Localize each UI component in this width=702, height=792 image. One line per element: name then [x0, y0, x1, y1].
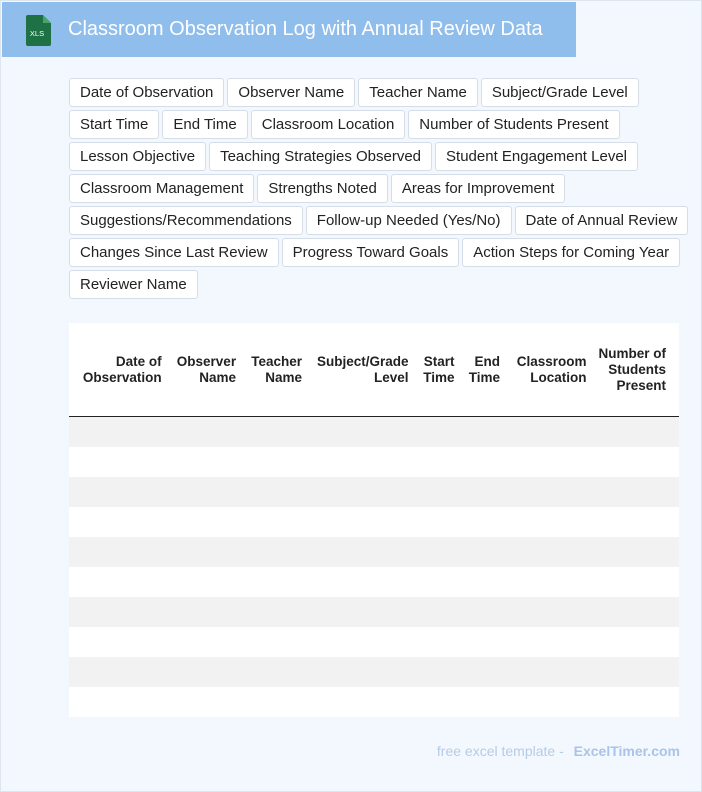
table-cell[interactable] [460, 507, 506, 537]
table-cell[interactable] [242, 597, 308, 627]
table-cell[interactable] [592, 417, 679, 447]
table-cell[interactable] [460, 537, 506, 567]
column-header: Subject/Grade Level [308, 323, 415, 417]
footer-brand-link[interactable]: ExcelTimer.com [573, 743, 680, 759]
table-cell[interactable] [415, 537, 461, 567]
field-chip: Areas for Improvement [391, 174, 566, 203]
table-cell[interactable] [308, 537, 415, 567]
table-cell[interactable] [415, 507, 461, 537]
table-cell[interactable] [460, 447, 506, 477]
table-cell[interactable] [506, 417, 592, 447]
table-cell[interactable] [415, 687, 461, 717]
table-cell[interactable] [308, 477, 415, 507]
field-chip: Strengths Noted [257, 174, 387, 203]
table-cell[interactable] [506, 567, 592, 597]
column-header: Date of Observation [69, 323, 168, 417]
table-cell[interactable] [415, 597, 461, 627]
table-cell[interactable] [415, 657, 461, 687]
log-table [69, 323, 679, 717]
field-chip: Subject/Grade Level [481, 78, 639, 107]
table-cell[interactable] [506, 597, 592, 627]
table-cell[interactable] [69, 447, 168, 477]
table-cell[interactable] [242, 567, 308, 597]
footer-prefix: free excel template - [436, 743, 564, 759]
table-cell[interactable] [460, 417, 506, 447]
table-cell[interactable] [460, 687, 506, 717]
table-cell[interactable] [242, 627, 308, 657]
table-cell[interactable] [415, 417, 461, 447]
table-cell[interactable] [308, 687, 415, 717]
table-row [69, 687, 679, 717]
xls-icon-label: XLS [29, 29, 45, 38]
table-cell[interactable] [168, 687, 242, 717]
table-cell[interactable] [308, 567, 415, 597]
table-cell[interactable] [592, 477, 679, 507]
table-cell[interactable] [415, 477, 461, 507]
table-cell[interactable] [592, 597, 679, 627]
table-row [69, 657, 679, 687]
table-row [69, 507, 679, 537]
field-chip: Start Time [69, 110, 159, 139]
table-cell[interactable] [415, 627, 461, 657]
table-row [69, 567, 679, 597]
table-cell[interactable] [168, 567, 242, 597]
table-cell[interactable] [460, 567, 506, 597]
table-cell[interactable] [308, 627, 415, 657]
field-list [69, 78, 689, 299]
table-cell[interactable] [242, 447, 308, 477]
table-header-row [69, 323, 679, 417]
table-cell[interactable] [308, 447, 415, 477]
table-cell[interactable] [69, 567, 168, 597]
table-cell[interactable] [592, 537, 679, 567]
table-cell[interactable] [168, 507, 242, 537]
page-title: Classroom Observation Log with Annual Review Data [68, 18, 543, 40]
table-cell[interactable] [592, 567, 679, 597]
field-chip: Follow-up Needed (Yes/No) [306, 206, 512, 235]
field-chip: Student Engagement Level [435, 142, 638, 171]
page-header [2, 2, 576, 57]
table-cell[interactable] [242, 507, 308, 537]
table-cell[interactable] [168, 627, 242, 657]
field-chip: Teacher Name [358, 78, 478, 107]
table-cell[interactable] [460, 477, 506, 507]
log-table-container [69, 323, 679, 717]
table-cell[interactable] [168, 657, 242, 687]
field-chip: Date of Annual Review [515, 206, 689, 235]
column-header: End Time [460, 323, 506, 417]
table-cell[interactable] [506, 657, 592, 687]
table-cell[interactable] [506, 687, 592, 717]
column-header: Start Time [415, 323, 461, 417]
table-cell[interactable] [69, 657, 168, 687]
table-cell[interactable] [308, 507, 415, 537]
table-cell[interactable] [69, 687, 168, 717]
table-cell[interactable] [592, 507, 679, 537]
table-cell[interactable] [69, 507, 168, 537]
table-row [69, 597, 679, 627]
field-chip: Progress Toward Goals [282, 238, 460, 267]
table-cell[interactable] [506, 477, 592, 507]
table-cell[interactable] [506, 507, 592, 537]
field-chip: Reviewer Name [69, 270, 198, 299]
table-cell[interactable] [242, 417, 308, 447]
column-header: Observer Name [168, 323, 242, 417]
table-cell[interactable] [69, 537, 168, 567]
table-cell[interactable] [460, 627, 506, 657]
field-chip: Number of Students Present [408, 110, 619, 139]
table-cell[interactable] [242, 477, 308, 507]
table-cell[interactable] [168, 537, 242, 567]
column-header: Teacher Name [242, 323, 308, 417]
table-cell[interactable] [415, 447, 461, 477]
table-cell[interactable] [242, 687, 308, 717]
table-cell[interactable] [242, 537, 308, 567]
table-row [69, 477, 679, 507]
column-header: Number of Students Present [592, 323, 679, 417]
field-chip: Suggestions/Recommendations [69, 206, 303, 235]
table-cell[interactable] [506, 537, 592, 567]
table-cell[interactable] [415, 567, 461, 597]
table-cell[interactable] [308, 657, 415, 687]
table-cell[interactable] [168, 597, 242, 627]
table-cell[interactable] [242, 657, 308, 687]
table-cell[interactable] [592, 687, 679, 717]
table-row [69, 417, 679, 447]
table-cell[interactable] [168, 417, 242, 447]
table-cell[interactable] [69, 597, 168, 627]
table-cell[interactable] [506, 447, 592, 477]
table-cell[interactable] [168, 477, 242, 507]
table-cell[interactable] [69, 627, 168, 657]
table-cell[interactable] [506, 627, 592, 657]
field-chip: Date of Observation [69, 78, 224, 107]
field-chip: Classroom Location [251, 110, 406, 139]
table-cell[interactable] [69, 477, 168, 507]
field-chip: Classroom Management [69, 174, 254, 203]
table-row [69, 447, 679, 477]
field-chip: Lesson Objective [69, 142, 206, 171]
table-cell[interactable] [460, 657, 506, 687]
table-cell[interactable] [168, 447, 242, 477]
footer-credit [437, 743, 680, 759]
column-header: Classroom Location [506, 323, 592, 417]
xls-file-icon [24, 15, 52, 46]
table-body [69, 417, 679, 717]
table-row [69, 537, 679, 567]
table-row [69, 627, 679, 657]
field-chip: Action Steps for Coming Year [462, 238, 680, 267]
field-chip: End Time [162, 110, 247, 139]
field-chip: Teaching Strategies Observed [209, 142, 432, 171]
table-cell[interactable] [69, 417, 168, 447]
table-cell[interactable] [592, 627, 679, 657]
table-cell[interactable] [308, 597, 415, 627]
table-cell[interactable] [592, 657, 679, 687]
field-chip: Changes Since Last Review [69, 238, 279, 267]
table-cell[interactable] [308, 417, 415, 447]
table-cell[interactable] [592, 447, 679, 477]
field-chip: Observer Name [227, 78, 355, 107]
table-cell[interactable] [460, 597, 506, 627]
